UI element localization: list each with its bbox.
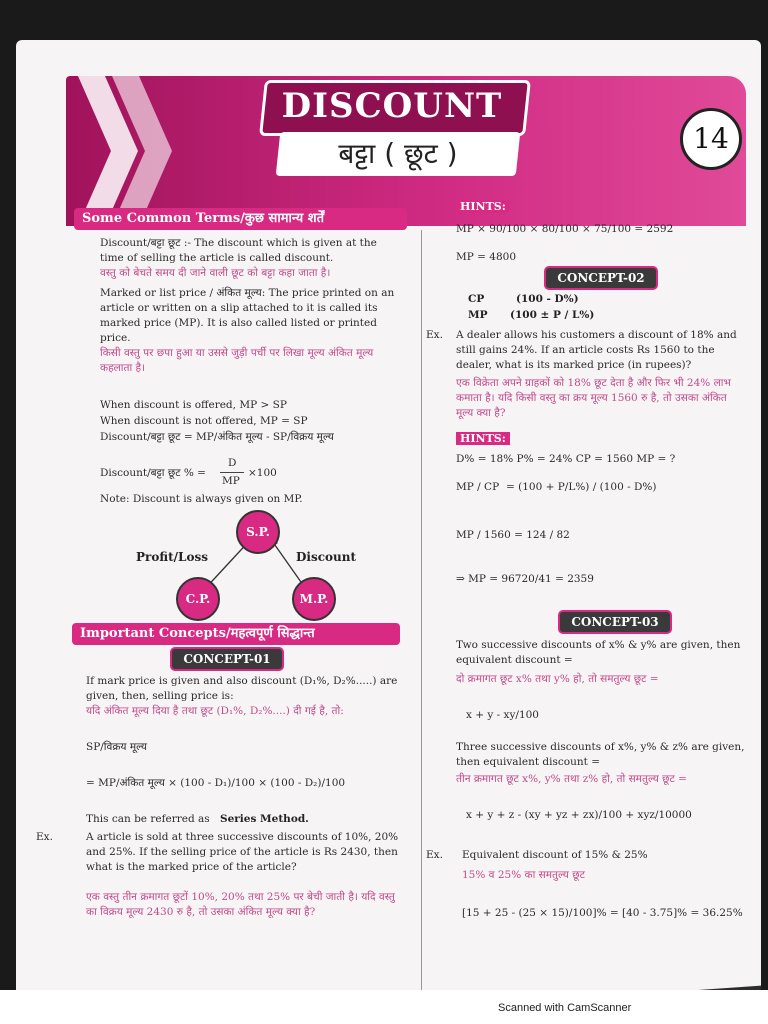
hints-1-line: MP × 90/100 × 80/100 × 75/100 = 2592 <box>456 223 674 235</box>
series-method-label: Series Method. <box>220 813 309 825</box>
hints-2-ratio-left: MP / CP <box>456 481 500 493</box>
rule-discount-formula: Discount/बट्टा छूट = MP/अंकित मूल्य - SP/विक्रय मूल्य <box>100 431 334 443</box>
chapter-subtitle: बट्टा ( छूट ) <box>338 137 458 170</box>
concept-03-text-hindi: दो क्रमागत छूट x% तथा y% हो, तो समतुल्य छूट = <box>456 673 659 685</box>
scan-footer-area <box>0 990 768 1024</box>
hints-2-step: MP / 1560 = 124 / 82 <box>456 529 570 541</box>
discount-definition-hindi: वस्तु को बेचते समय दी जाने वाली छूट को बट्टा कहा जाता है। <box>100 267 331 279</box>
formula-times-100: ×100 <box>248 467 277 479</box>
chapter-title: DISCOUNT <box>281 86 503 126</box>
book-page <box>16 40 761 990</box>
concept-02-numerator: (100 - D%) <box>516 293 579 305</box>
concept-03-three-hindi: तीन क्रमागत छूट x%, y% तथा z% हो, तो समतुल्य छूट = <box>456 773 687 785</box>
concept-03-text: Two successive discounts of x% & y% are given, then equivalent discount = <box>456 639 741 666</box>
concept-01-example-hindi: एक वस्तु तीन क्रमागत छूटों 10%, 20% तथा 25% पर बेची जाती है। यदि वस्तु का विक्रय मूल्य 2430 रु है, तो उसका अंकित मूल्य क्या है? <box>86 891 395 918</box>
sp-node: S.P. <box>236 510 280 554</box>
note-text: Note: Discount is always given on MP. <box>100 493 303 505</box>
marked-price-definition-hindi: किसी वस्तु पर छपा हुआ या उससे जुड़ी पर्ची पर लिखा मूल्य अंकित मूल्य कहलाता है। <box>100 347 374 374</box>
hints-2-given: D% = 18% P% = 24% CP = 1560 MP = ? <box>456 453 676 465</box>
concept-03-example: Equivalent discount of 15% & 25% <box>462 849 648 861</box>
discount-percent-label: Discount/बट्टा छूट % = <box>100 467 206 479</box>
concept-02-mp: MP <box>468 309 488 321</box>
concept-03-example-hindi: 15% व 25% का समतुल्य छूट <box>462 869 585 881</box>
concept-02-example: A dealer allows his customers a discount of 18% and still gains 24%. If an article costs Rs 1560 to the dealer, what is its marked price (in rupees)? <box>456 329 737 371</box>
column-divider <box>421 230 422 990</box>
concept-02-label: CONCEPT-02 <box>546 268 656 288</box>
concept-01-formula: = MP/अंकित मूल्य × (100 - D₁)/100 × (100 - D₂)/100 <box>86 777 346 789</box>
example-label: Ex. <box>36 831 53 843</box>
cp-node: C.P. <box>176 577 220 621</box>
scanned-watermark: Scanned with CamScanner <box>498 1002 632 1014</box>
hints-2-ratio-right: = (100 + P/L%) / (100 - D%) <box>506 481 657 493</box>
hints-1-label: HINTS: <box>456 200 510 213</box>
important-concepts-heading: Important Concepts/महत्वपूर्ण सिद्धान्त <box>72 623 400 645</box>
hints-2-result: ⇒ MP = 96720/41 = 2359 <box>456 573 594 585</box>
rule-discount-not-offered: When discount is not offered, MP = SP <box>100 415 308 427</box>
concept-01-text: If mark price is given and also discount (D₁%, D₂%.....) are given, then, selling price is: <box>86 675 398 702</box>
concept-02-cp: CP <box>468 293 485 305</box>
concept-01-example: A article is sold at three successive discounts of 10%, 20% and 25%. If the selling price of the article is Rs 2430, then what is the marked price of the article? <box>86 831 399 873</box>
chapter-number: 14 <box>680 108 742 170</box>
common-terms-heading: Some Common Terms/कुछ सामान्य शर्तें <box>74 208 407 230</box>
hints-1-result: MP = 4800 <box>456 251 517 263</box>
concept-02-denominator: (100 ± P / L%) <box>510 309 595 321</box>
concept-03-label: CONCEPT-03 <box>560 612 670 632</box>
concept-03-formula-three: x + y + z - (xy + yz + zx)/100 + xyz/10000 <box>466 809 692 821</box>
concept-03-three-text: Three successive discounts of x%, y% & z% are given, then equivalent discount = <box>456 741 745 768</box>
concept-02-example-hindi: एक विक्रेता अपने ग्राहकों को 18% छूट देता है और फिर भी 24% लाभ कमाता है। यदि किसी वस्तु का क्रय मूल्य 1560 रु है, तो उसका अंकित मूल्य क्या है? <box>456 377 731 419</box>
example-label-2: Ex. <box>426 329 443 341</box>
fraction-bar <box>220 472 244 473</box>
hints-2-label: HINTS: <box>456 432 510 445</box>
series-method-prefix: This can be referred as <box>86 813 210 825</box>
concept-03-solution: [15 + 25 - (25 × 15)/100]% = [40 - 3.75]% = 36.25% <box>462 907 743 919</box>
rule-discount-offered: When discount is offered, MP > SP <box>100 399 287 411</box>
concept-01-label: CONCEPT-01 <box>172 649 282 669</box>
example-label-3: Ex. <box>426 849 443 861</box>
discount-label: Discount <box>296 550 357 564</box>
formula-denominator: MP <box>222 475 240 487</box>
mp-node: M.P. <box>292 577 336 621</box>
concept-03-formula: x + y - xy/100 <box>466 709 539 721</box>
discount-definition: Discount/बट्टा छूट :- The discount which is given at the time of selling the article is called discount. <box>100 237 377 264</box>
marked-price-definition: Marked or list price / अंकित मूल्य: The price printed on an article or written on a slip attached to it is called its marked price (MP). It is also called listed or printed price. <box>100 287 395 344</box>
concept-01-text-hindi: यदि अंकित मूल्य दिया है तथा छूट (D₁%, D₂%....) दी गई है, तो: <box>86 705 344 717</box>
formula-numerator: D <box>228 457 237 469</box>
profit-loss-label: Profit/Loss <box>136 550 208 564</box>
concept-01-sp: SP/विक्रय मूल्य <box>86 741 148 753</box>
